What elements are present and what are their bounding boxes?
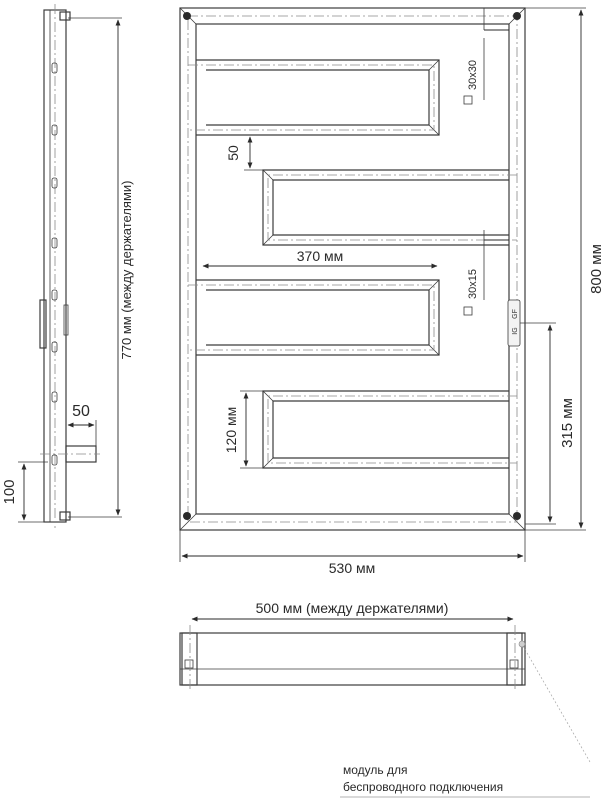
label-800: 800 мм	[588, 244, 605, 294]
holder-dot	[513, 512, 521, 520]
dim-50-side	[66, 403, 96, 446]
dim-770	[68, 18, 134, 517]
label-120: 120 мм	[223, 406, 239, 454]
bar-4	[263, 391, 517, 468]
label-50-gap: 50	[225, 145, 241, 161]
badge-right: GF	[512, 309, 519, 319]
module-note-line1: модуль для	[343, 763, 408, 777]
label-530: 530 мм	[328, 560, 376, 576]
label-30x15: 30x15	[467, 269, 479, 299]
badge-left: IG	[512, 327, 519, 335]
module-marker	[519, 641, 525, 647]
label-30x30: 30x30	[467, 60, 479, 90]
dim-800	[525, 8, 605, 530]
side-view	[40, 4, 100, 528]
dim-315	[520, 323, 576, 524]
holder-dot	[183, 12, 191, 20]
label-315: 315 мм	[559, 398, 576, 448]
bar-1	[188, 60, 439, 135]
dim-500	[192, 600, 513, 619]
dim-50-gap	[225, 135, 263, 170]
label-500: 500 мм (между держателями)	[255, 600, 449, 616]
bar-2	[263, 170, 517, 245]
module-badge	[508, 300, 520, 346]
side-slots	[52, 63, 57, 465]
label-50-side: 50	[72, 403, 90, 420]
label-770: 770 мм (между держателями)	[119, 180, 134, 360]
top-view	[180, 625, 525, 692]
profile-30x15	[464, 230, 509, 315]
label-370: 370 мм	[296, 248, 344, 264]
dim-120	[223, 391, 263, 468]
label-100: 100	[1, 479, 18, 505]
dim-100	[1, 462, 48, 522]
holder-dot	[183, 512, 191, 520]
module-note	[343, 763, 503, 794]
holder-dot	[513, 12, 521, 20]
dim-370	[203, 248, 437, 266]
dim-530	[180, 530, 525, 576]
profile-30x30	[464, 8, 509, 104]
bar-3	[188, 280, 439, 355]
module-note-line2: беспроводного подключения	[343, 780, 504, 794]
